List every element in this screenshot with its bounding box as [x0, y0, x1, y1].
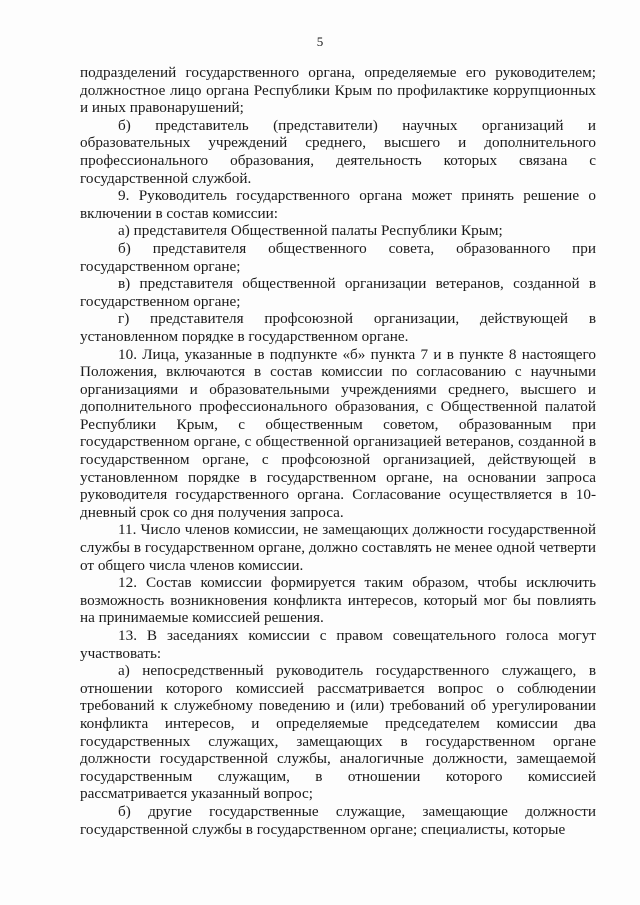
paragraph-11: 11. Число членов комиссии, не замещающих должности государственной службы в государственном органе, должно составлять не менее одной четверти от общего числа членов комиссии.	[80, 521, 596, 574]
page-number: 5	[316, 34, 324, 49]
paragraph-13: 13. В заседаниях комиссии с правом совещательного голоса могут участвовать:	[80, 627, 596, 662]
paragraph-continuation: подразделений государственного органа, определяемые его руководителем; должностное лицо органа Республики Крым по профилактике коррупционных и иных правонарушений;	[80, 64, 596, 117]
paragraph-8b: б) представитель (представители) научных организаций и образовательных учреждений среднего, высшего и дополнительного профессионального образования, деятельность которых связана с государственной службой.	[80, 116, 596, 187]
paragraph-10: 10. Лица, указанные в подпункте «б» пункта 7 и в пункте 8 настоящего Положения, включаются в состав комиссии по согласованию с научными организациями и образовательными учреждениями среднего, высшего и дополнительного профессионального образования, с Общественной палатой Республики Крым, с общественным советом, образованным при государственном органе, с общественной организацией ветеранов, созданной в государственном органе, с профсоюзной организацией, действующей в установленном порядке в государственном органе, на основании запроса руководителя государственного органа. Согласование осуществляется в 10-дневный срок со дня получения запроса.	[80, 345, 596, 521]
paragraph-9b: б) представителя общественного совета, образованного при государственном органе;	[80, 239, 596, 275]
paragraph-13b: б) другие государственные служащие, замещающие должности государственной службы в государственном органе; специалисты, которые	[80, 802, 596, 838]
paragraph-9v: в) представителя общественной организации ветеранов, созданной в государственном органе;	[80, 275, 596, 310]
paragraph-13a: а) непосредственный руководитель государственного служащего, в отношении которого комиссией рассматривается вопрос о соблюдении требований к служебному поведению и (или) требований об урегулировании конфликта интересов, и определяемые председателем комиссии два государственных служащих, замещающих в государственном органе должности государственной службы, аналогичные должности, замещаемой государственным служащим, в отношении которого комиссией рассматривается указанный вопрос;	[80, 662, 596, 803]
document-body	[80, 64, 596, 838]
paragraph-9: 9. Руководитель государственного органа может принять решение о включении в состав комиссии:	[80, 187, 596, 222]
paragraph-9a: а) представителя Общественной палаты Республики Крым;	[118, 222, 503, 240]
paragraph-12: 12. Состав комиссии формируется таким образом, чтобы исключить возможность возникновения конфликта интересов, который мог бы повлиять на принимаемые комиссией решения.	[80, 574, 596, 627]
paragraph-9g: г) представителя профсоюзной организации, действующей в установленном порядке в государственном органе.	[80, 310, 596, 345]
